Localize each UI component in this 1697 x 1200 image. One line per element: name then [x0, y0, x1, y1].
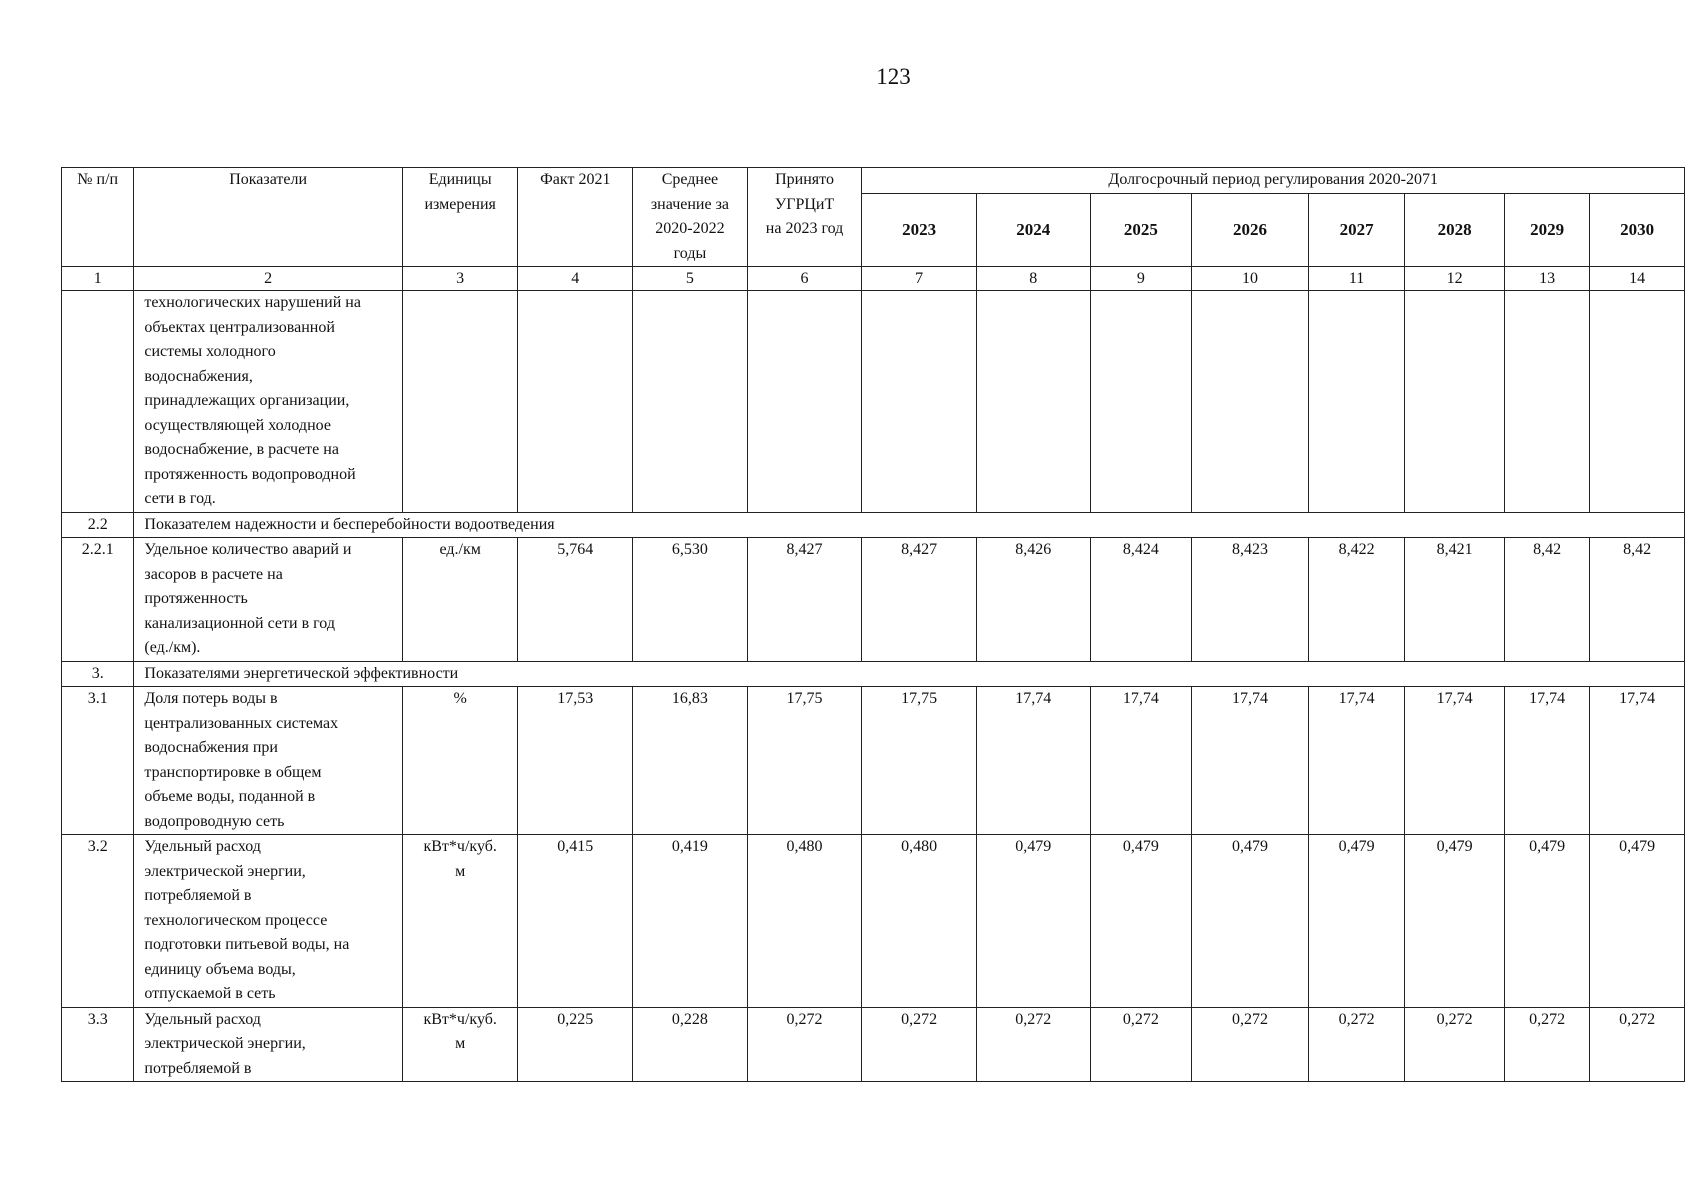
- column-number: 14: [1590, 267, 1685, 291]
- column-number: 2: [134, 267, 402, 291]
- header-year: 2024: [976, 194, 1090, 267]
- value-cell: 0,415: [518, 835, 633, 1008]
- unit-cell: ед./км: [402, 538, 518, 662]
- indicator-line: объеме воды, поданной в: [144, 788, 316, 805]
- value-cell: 0,479: [1405, 835, 1505, 1008]
- row-num-cell: 3.2: [62, 835, 134, 1008]
- row-num-cell: 2.2.1: [62, 538, 134, 662]
- table-row-continuation: [62, 291, 1685, 513]
- header-year: 2030: [1590, 194, 1685, 267]
- indicator-line: протяженность водопроводной: [144, 465, 356, 483]
- empty-cell: [1590, 291, 1685, 513]
- indicator-line: водоснабжение, в расчете на: [144, 441, 339, 458]
- column-number: 9: [1090, 267, 1192, 291]
- indicator-line: централизованных системах: [144, 714, 339, 732]
- value-cell: 8,427: [747, 538, 862, 662]
- empty-cell: [862, 291, 977, 513]
- header-row: [62, 168, 1685, 194]
- value-cell: 8,421: [1405, 538, 1505, 662]
- value-cell: 17,74: [1504, 687, 1589, 835]
- indicator-cell: [134, 538, 402, 662]
- section-title: Показателем надежности и бесперебойности водоотведения: [134, 512, 1685, 538]
- indicator-cell: [134, 1007, 402, 1082]
- column-number: 12: [1405, 267, 1505, 291]
- value-cell: 0,272: [1192, 1007, 1309, 1082]
- header-year: 2026: [1192, 194, 1309, 267]
- indicator-line: отпускаемой в сеть: [144, 985, 276, 1002]
- indicator-line: технологическом процессе: [144, 911, 328, 929]
- header-year: 2027: [1308, 194, 1405, 267]
- value-cell: 0,479: [1090, 835, 1192, 1008]
- indicator-line: водоснабжения,: [144, 367, 253, 385]
- indicator-cell: [134, 835, 402, 1008]
- section-row-3: [62, 661, 1685, 687]
- empty-cell: [402, 291, 518, 513]
- value-cell: 8,426: [976, 538, 1090, 662]
- page-number: 123: [876, 64, 911, 89]
- indicator-line: протяженность: [144, 590, 248, 607]
- indicator-line: Удельный расход: [144, 1010, 261, 1028]
- table-row-3-2: [62, 835, 1685, 1008]
- empty-cell: [747, 291, 862, 513]
- column-number: 13: [1504, 267, 1589, 291]
- header-year: 2029: [1504, 194, 1589, 267]
- indicator-line: подготовки питьевой воды, на: [144, 936, 350, 953]
- column-numbers-row: [62, 267, 1685, 291]
- section-num: 2.2: [62, 512, 134, 538]
- value-cell: 17,74: [1590, 687, 1685, 835]
- value-cell: 5,764: [518, 538, 633, 662]
- empty-cell: [633, 291, 748, 513]
- unit-line: м: [455, 1035, 466, 1052]
- value-cell: 17,53: [518, 687, 633, 835]
- empty-cell: [518, 291, 633, 513]
- indicator-line: водоснабжения при: [144, 739, 278, 756]
- value-cell: 8,42: [1504, 538, 1589, 662]
- column-number: 11: [1308, 267, 1405, 291]
- indicator-line: электрической энергии,: [144, 1035, 306, 1052]
- header-year: 2025: [1090, 194, 1192, 267]
- header-year: 2028: [1405, 194, 1505, 267]
- header-accepted: [747, 168, 862, 267]
- unit-line: м: [455, 862, 466, 880]
- value-cell: 16,83: [633, 687, 748, 835]
- section-row-2-2: [62, 512, 1685, 538]
- value-cell: 17,75: [747, 687, 862, 835]
- value-cell: 0,479: [1308, 835, 1405, 1008]
- unit-cell: %: [402, 687, 518, 835]
- value-cell: 0,272: [862, 1007, 977, 1082]
- value-cell: 0,272: [976, 1007, 1090, 1082]
- table-row-3-1: [62, 687, 1685, 835]
- header-period: Долгосрочный период регулирования 2020-2071: [862, 168, 1685, 194]
- unit-cell: [402, 1007, 518, 1082]
- value-cell: 0,272: [1504, 1007, 1589, 1082]
- indicator-cell: [134, 687, 402, 835]
- indicator-line: технологических нарушений на: [144, 294, 361, 311]
- indicator-line: объектах централизованной: [144, 318, 335, 336]
- value-cell: 0,272: [1405, 1007, 1505, 1082]
- value-cell: 0,419: [633, 835, 748, 1008]
- header-indicator: Показатели: [134, 168, 402, 267]
- unit-line: кВт*ч/куб.: [423, 1010, 497, 1028]
- value-cell: 17,74: [976, 687, 1090, 835]
- indicator-line: транспортировке в общем: [144, 763, 322, 781]
- indicator-line: сети в год.: [144, 490, 216, 507]
- row-num-cell: 3.3: [62, 1007, 134, 1082]
- header-accepted-line: УГРЦиТ: [774, 195, 835, 213]
- value-cell: 0,479: [976, 835, 1090, 1008]
- value-cell: 17,74: [1308, 687, 1405, 835]
- value-cell: 0,480: [747, 835, 862, 1008]
- value-cell: 0,479: [1590, 835, 1685, 1008]
- value-cell: 8,427: [862, 538, 977, 662]
- value-cell: 8,422: [1308, 538, 1405, 662]
- empty-cell: [1405, 291, 1505, 513]
- indicators-table: [61, 167, 1685, 1082]
- value-cell: 0,479: [1504, 835, 1589, 1008]
- column-number: 8: [976, 267, 1090, 291]
- indicator-line: (ед./км).: [144, 639, 201, 656]
- table-row-2-2-1: [62, 538, 1685, 662]
- header-num: № п/п: [62, 168, 134, 267]
- indicator-cell: [134, 291, 402, 513]
- section-title: Показателями энергетической эффективности: [134, 661, 1685, 687]
- header-year: 2023: [862, 194, 977, 267]
- indicator-line: засоров в расчете на: [144, 565, 283, 583]
- value-cell: 0,272: [1090, 1007, 1192, 1082]
- empty-cell: [1090, 291, 1192, 513]
- section-num: 3.: [62, 661, 134, 687]
- value-cell: 8,42: [1590, 538, 1685, 662]
- value-cell: 0,272: [747, 1007, 862, 1082]
- indicator-line: Удельное количество аварий и: [144, 541, 352, 558]
- indicator-line: системы холодного: [144, 343, 276, 360]
- indicator-line: водопроводную сеть: [144, 812, 285, 830]
- indicator-line: Удельный расход: [144, 838, 261, 855]
- value-cell: 0,479: [1192, 835, 1309, 1008]
- row-num-cell: [62, 291, 134, 513]
- indicator-line: потребляемой в: [144, 1059, 252, 1077]
- indicator-line: потребляемой в: [144, 887, 252, 904]
- column-number: 10: [1192, 267, 1309, 291]
- header-unit: Единицы измерения: [402, 168, 518, 267]
- value-cell: 17,74: [1405, 687, 1505, 835]
- column-number: 6: [747, 267, 862, 291]
- empty-cell: [1192, 291, 1309, 513]
- value-cell: 8,423: [1192, 538, 1309, 662]
- value-cell: 17,74: [1192, 687, 1309, 835]
- header-accepted-line: на 2023 год: [765, 220, 844, 237]
- empty-cell: [976, 291, 1090, 513]
- empty-cell: [1308, 291, 1405, 513]
- column-number: 5: [633, 267, 748, 291]
- header-avg: Среднее значение за 2020-2022 годы: [633, 168, 748, 267]
- indicator-line: единицу объема воды,: [144, 960, 296, 978]
- indicator-line: осуществляющей холодное: [144, 416, 331, 434]
- indicator-line: электрической энергии,: [144, 862, 306, 880]
- unit-cell: [402, 835, 518, 1008]
- value-cell: 8,424: [1090, 538, 1192, 662]
- table-row-3-3: [62, 1007, 1685, 1082]
- indicator-line: канализационной сети в год: [144, 614, 335, 632]
- value-cell: 0,225: [518, 1007, 633, 1082]
- header-accepted-line: Принято: [775, 171, 834, 188]
- column-number: 4: [518, 267, 633, 291]
- value-cell: 0,228: [633, 1007, 748, 1082]
- empty-cell: [1504, 291, 1589, 513]
- unit-line: кВт*ч/куб.: [423, 838, 497, 855]
- column-number: 1: [62, 267, 134, 291]
- indicator-line: принадлежащих организации,: [144, 392, 350, 409]
- value-cell: 17,75: [862, 687, 977, 835]
- column-number: 7: [862, 267, 977, 291]
- column-number: 3: [402, 267, 518, 291]
- value-cell: 17,74: [1090, 687, 1192, 835]
- row-num-cell: 3.1: [62, 687, 134, 835]
- value-cell: 6,530: [633, 538, 748, 662]
- value-cell: 0,272: [1590, 1007, 1685, 1082]
- value-cell: 0,272: [1308, 1007, 1405, 1082]
- value-cell: 0,480: [862, 835, 977, 1008]
- header-fact: Факт 2021: [518, 168, 633, 267]
- indicator-line: Доля потерь воды в: [144, 690, 278, 707]
